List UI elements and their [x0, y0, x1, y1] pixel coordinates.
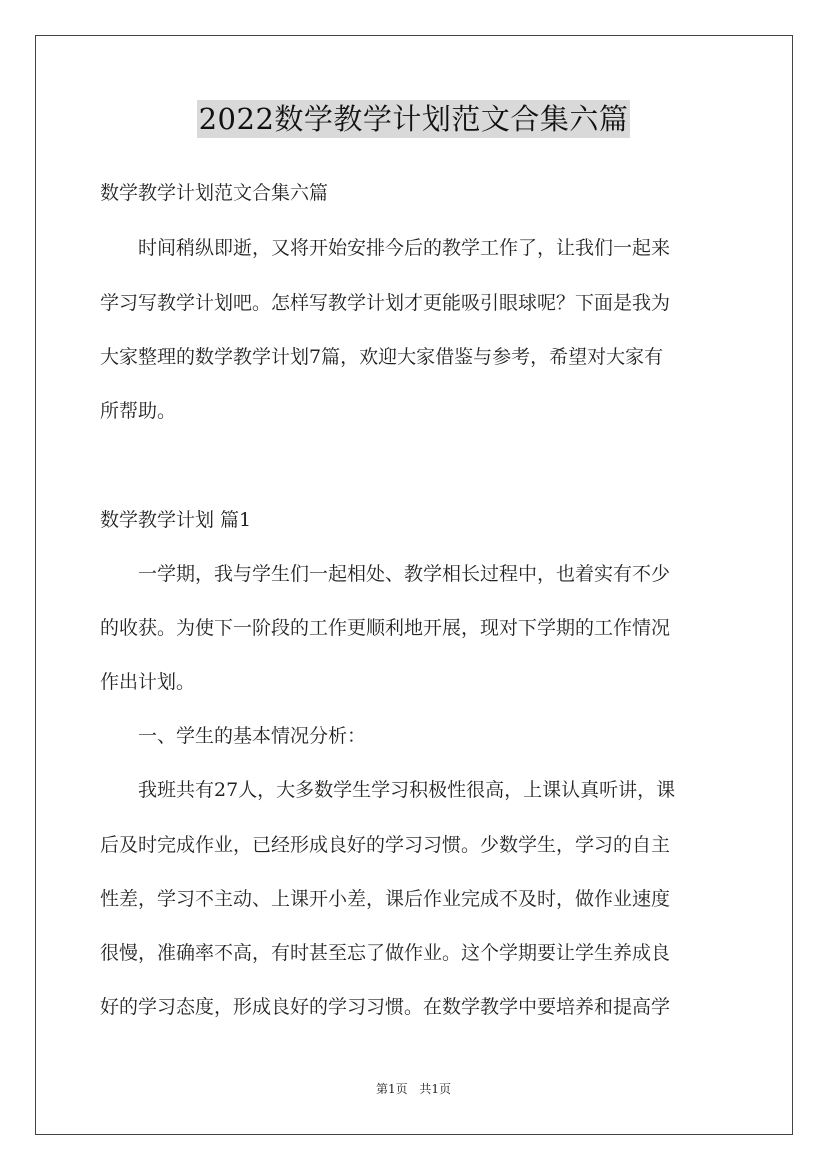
document-subtitle: 数学教学计划范文合集六篇: [100, 182, 329, 204]
document-title: 2022数学教学计划范文合集六篇: [198, 102, 629, 136]
page-number: 第1页: [375, 1082, 408, 1096]
paragraph-line: 后及时完成作业，已经形成良好的学习习惯。少数学生，学习的自主: [100, 834, 671, 856]
intro-line: 大家整理的数学教学计划7篇，欢迎大家借鉴与参考，希望对大家有: [100, 346, 664, 368]
page-total: 共1页: [419, 1082, 452, 1096]
paragraph-line: 作出计划。: [100, 671, 196, 693]
paragraph-line: 的收获。为使下一阶段的工作更顺利地开展，现对下学期的工作情况: [100, 617, 671, 639]
paragraph-line: 很慢，准确率不高，有时甚至忘了做作业。这个学期要让学生养成良: [100, 942, 671, 964]
title-container: [0, 100, 827, 138]
intro-line: 时间稍纵即逝，又将开始安排今后的教学工作了，让我们一起来: [138, 237, 671, 259]
paragraph-line: 性差，学习不主动、上课开小差，课后作业完成不及时，做作业速度: [100, 888, 671, 910]
subheading: 一、学生的基本情况分析：: [138, 725, 367, 747]
paragraph-line: 好的学习态度，形成良好的学习习惯。在数学教学中要培养和提高学: [100, 996, 671, 1018]
section-heading: 数学教学计划 篇1: [100, 509, 252, 531]
paragraph-line: 一学期，我与学生们一起相处、教学相长过程中，也着实有不少: [138, 563, 671, 585]
intro-line: 学习写教学计划吧。怎样写教学计划才更能吸引眼球呢？下面是我为: [100, 292, 671, 314]
page-footer: [0, 1081, 827, 1097]
paragraph-line: 我班共有27人，大多数学生学习积极性很高，上课认真听讲，课: [138, 779, 676, 801]
intro-line: 所帮助。: [100, 400, 177, 422]
